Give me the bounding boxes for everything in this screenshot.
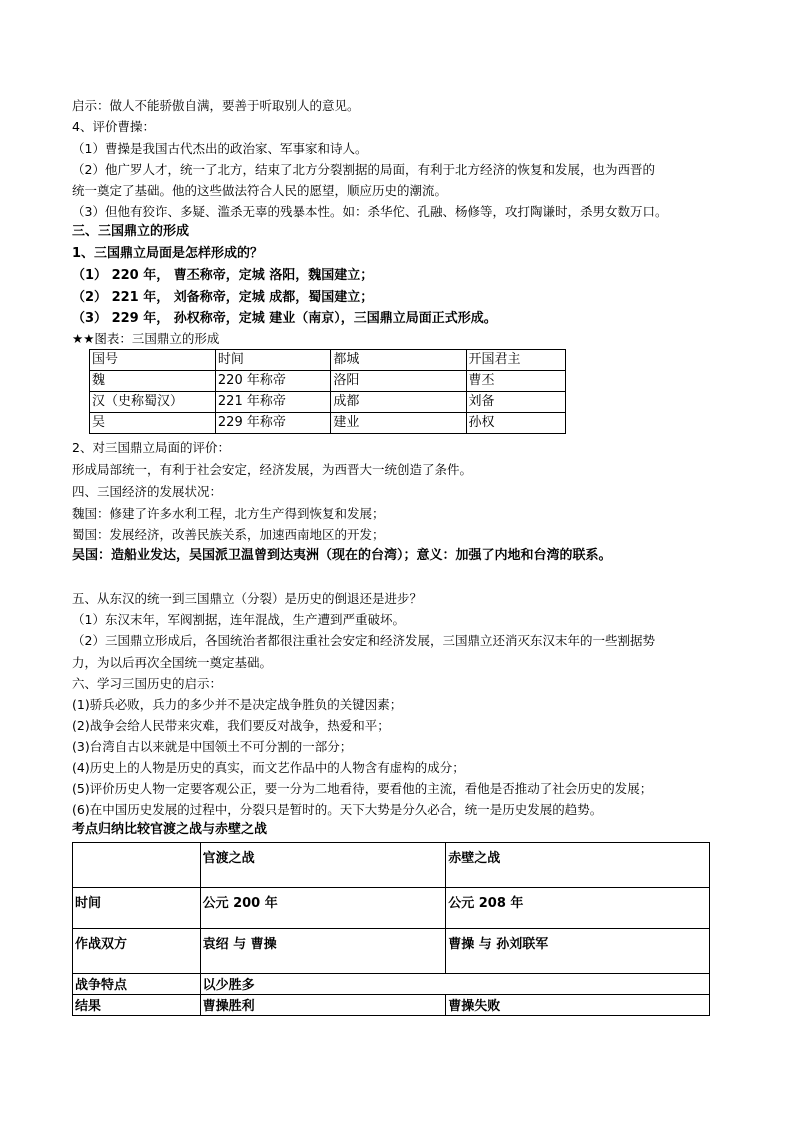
- section-heading: 1、三国鼎立局面是怎样形成的？: [72, 246, 264, 261]
- text-line: 4、评价曹操：: [72, 119, 155, 134]
- table-cell: 袁绍 与 曹操: [200, 929, 446, 974]
- text-line: 四、三国经济的发展状况：: [72, 484, 223, 499]
- text-line: （1） 220 年， 曹丕称帝，定城 洛阳，魏国建立；: [72, 268, 374, 283]
- table-cell: 221 年称帝: [215, 392, 330, 413]
- text-line: (3)台湾自古以来就是中国领土不可分割的一部分；: [72, 739, 353, 754]
- text-line: （2）他广罗人才，统一了北方，结束了北方分裂割据的局面，有利于北方经济的恢复和发展，也为西晋的: [72, 162, 655, 177]
- table-cell: 曹操 与 孙刘联军: [446, 929, 710, 974]
- section-heading: 三、三国鼎立的形成: [72, 224, 190, 239]
- text-line: （2）三国鼎立形成后，各国统治者都很注重社会安定和经济发展，三国鼎立还消灭东汉末年的一些割据势: [72, 633, 655, 648]
- three-kingdoms-table: [89, 349, 566, 434]
- table-cell: 220 年称帝: [215, 371, 330, 392]
- text-line: （1）曹操是我国古代杰出的政治家、军事家和诗人。: [72, 141, 368, 156]
- battle-comparison-table: [72, 842, 710, 1016]
- table-cell: 洛阳: [331, 371, 466, 392]
- table-cell: 汉（史称蜀汉）: [90, 392, 216, 413]
- table-row: [90, 413, 566, 434]
- table-header-cell: 都城: [331, 350, 466, 371]
- text-line: (1)骄兵必败，兵力的多少并不是决定战争胜负的关键因素；: [72, 697, 403, 712]
- table-header-cell: 国号: [90, 350, 216, 371]
- table-cell: 229 年称帝: [215, 413, 330, 434]
- table-header-cell: [73, 843, 201, 888]
- table-cell: 公元 200 年: [200, 888, 446, 929]
- table-cell: 曹丕: [466, 371, 565, 392]
- table-cell: 以少胜多: [200, 974, 709, 995]
- text-line: 统一奠定了基础。他的这些做法符合人民的愿望，顺应历史的潮流。: [72, 183, 448, 198]
- table-header-cell: 官渡之战: [200, 843, 446, 888]
- text-line: 六、学习三国历史的启示：: [72, 676, 223, 691]
- table-cell: 公元 208 年: [446, 888, 710, 929]
- text-line: (5)评价历史人物一定要客观公正，要一分为二地看待，要看他的主流，看他是否推动了社会历史的发展；: [72, 781, 653, 796]
- table-cell: 刘备: [466, 392, 565, 413]
- table-caption: ★★图表：三国鼎立的形成: [72, 331, 220, 346]
- table-row: [73, 995, 710, 1016]
- table-row: [73, 929, 710, 974]
- text-line: 魏国：修建了许多水利工程，北方生产得到恢复和发展；: [72, 506, 385, 521]
- text-line: 形成局部统一，有利于社会安定，经济发展，为西晋大一统创造了条件。: [72, 462, 473, 477]
- text-line: 力，为以后再次全国统一奠定基础。: [72, 655, 273, 670]
- table-row: [90, 371, 566, 392]
- table-row: [73, 888, 710, 929]
- table-cell: 曹操胜利: [200, 995, 446, 1016]
- text-line: （3）但他有狡诈、多疑、滥杀无辜的残暴本性。如：杀华佗、孔融、杨修等，攻打陶谦时，杀男女数万口。: [72, 204, 668, 219]
- text-line: 五、从东汉的统一到三国鼎立（分裂）是历史的倒退还是进步？: [72, 591, 423, 606]
- table-cell: 作战双方: [73, 929, 201, 974]
- text-line: （1）东汉末年，军阀割据，连年混战，生产遭到严重破坏。: [72, 612, 405, 627]
- table-cell: 建业: [331, 413, 466, 434]
- table-header-row: [73, 843, 710, 888]
- table-cell: 结果: [73, 995, 201, 1016]
- table-header-cell: 时间: [215, 350, 330, 371]
- text-line: 吴国：造船业发达，吴国派卫温曾到达夷洲（现在的台湾）；意义：加强了内地和台湾的联系。: [72, 548, 612, 563]
- table-row: [73, 974, 710, 995]
- table-header-cell: 开国君主: [466, 350, 565, 371]
- table-cell: 孙权: [466, 413, 565, 434]
- table-cell: 成都: [331, 392, 466, 413]
- text-line: 蜀国：发展经济，改善民族关系，加速西南地区的开发；: [72, 527, 385, 542]
- text-line: 2、对三国鼎立局面的评价：: [72, 440, 230, 455]
- text-line: (6)在中国历史发展的过程中，分裂只是暂时的。天下大势是分久必合，统一是历史发展的趋势。: [72, 802, 603, 817]
- text-line: （3） 229 年， 孙权称帝，定城 建业（南京），三国鼎立局面正式形成。: [72, 311, 497, 326]
- text-line: (4)历史上的人物是历史的真实，而文艺作品中的人物含有虚构的成分；: [72, 760, 465, 775]
- text-line: （2） 221 年， 刘备称帝，定城 成都，蜀国建立；: [72, 290, 374, 305]
- table-cell: 吴: [90, 413, 216, 434]
- table-cell: 战争特点: [73, 974, 201, 995]
- text-line: 启示：做人不能骄傲自满，要善于听取别人的意见。: [72, 98, 360, 113]
- table-cell: 魏: [90, 371, 216, 392]
- table-header-row: [90, 350, 566, 371]
- table-header-cell: 赤壁之战: [446, 843, 710, 888]
- table-row: [90, 392, 566, 413]
- table-cell: 曹操失败: [446, 995, 710, 1016]
- table-cell: 时间: [73, 888, 201, 929]
- section-heading: 考点归纳比较官渡之战与赤壁之战: [72, 822, 268, 837]
- text-line: (2)战争会给人民带来灾难，我们要反对战争，热爱和平；: [72, 718, 390, 733]
